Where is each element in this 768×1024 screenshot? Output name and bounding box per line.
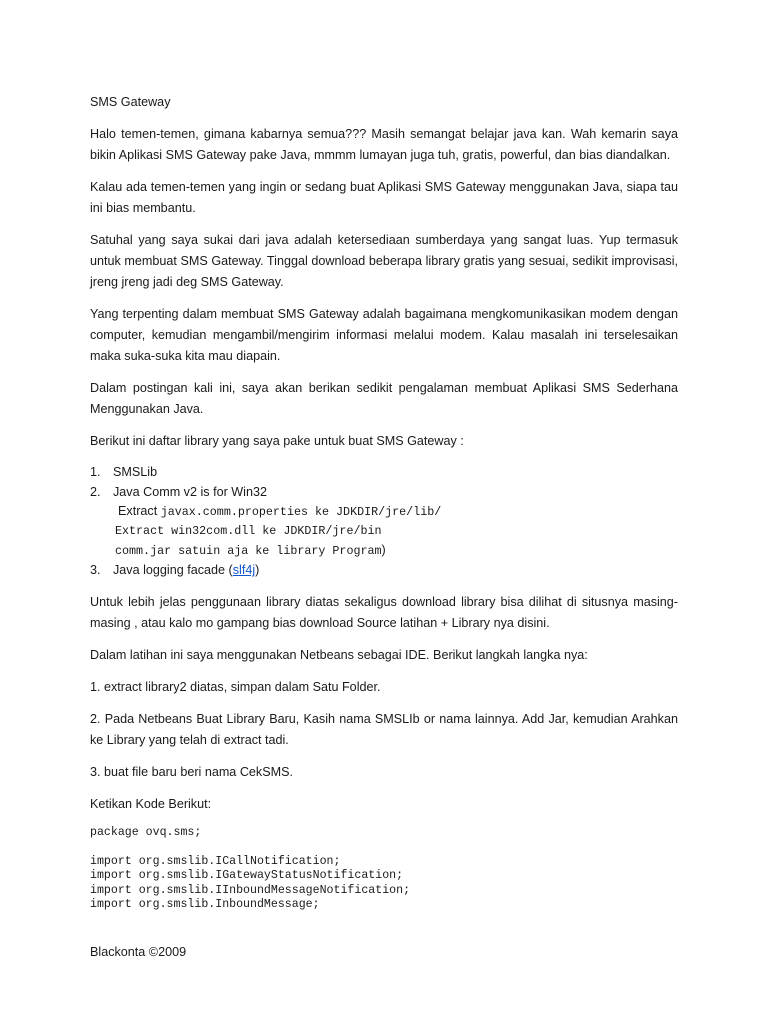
paragraph-download: Untuk lebih jelas penggunaan library diatas sekaligus download library bisa dilihat di situsnya masing-masing , atau kalo mo gampang bias download Source latihan + Library nya disini.	[90, 594, 678, 630]
code-package-line: package ovq.sms;	[90, 825, 202, 839]
list-item-text: )	[255, 563, 260, 577]
list-item	[90, 463, 678, 483]
paragraph-4: Yang terpenting dalam membuat SMS Gateway adalah bagaimana mengkomunikasikan modem dengan computer, kemudian mengambil/mengirim informasi melalui modem. Kalau masalah ini terselesaikan maka suka-suka kita mau diapain.	[90, 307, 678, 363]
list-item	[90, 561, 678, 581]
slf4j-link[interactable]: slf4j	[232, 563, 256, 577]
code-blank-line	[90, 840, 678, 855]
list-number: 2.	[90, 484, 101, 499]
library-list-intro: Berikut ini daftar library yang saya pake untuk buat SMS Gateway :	[90, 434, 464, 448]
install-step-prefix: Extract	[118, 504, 161, 518]
code-import-line: import org.smslib.ICallNotification;	[90, 854, 341, 868]
list-item-text: SMSLib	[113, 465, 158, 479]
install-step-suffix: )	[381, 543, 386, 557]
install-step-code: javax.comm.properties ke JDKDIR/jre/lib/	[160, 505, 442, 519]
paragraph-5: Dalam postingan kali ini, saya akan berikan sedikit pengalaman membuat Aplikasi SMS Sederhana Menggunakan Java.	[90, 381, 678, 416]
install-step-code: comm.jar satuin aja ke library Program	[115, 544, 382, 558]
code-import-line: import org.smslib.IGatewayStatusNotification;	[90, 869, 404, 882]
step-2: 2. Pada Netbeans Buat Library Baru, Kasih nama SMSLIb or nama lainnya. Add Jar, kemudian Arahkan ke Library yang telah di extract tadi.	[90, 711, 678, 747]
step-3: 3. buat file baru beri nama CekSMS.	[90, 764, 294, 779]
list-number: 1.	[90, 465, 101, 479]
list-number: 3.	[90, 563, 101, 577]
page-footer: Blackonta ©2009	[90, 945, 187, 959]
list-item-text: Java logging facade (	[113, 563, 233, 577]
step-1: 1. extract library2 diatas, simpan dalam Satu Folder.	[90, 679, 381, 694]
paragraph-2: Kalau ada temen-temen yang ingin or sedang buat Aplikasi SMS Gateway menggunakan Java, siapa tau ini bias membantu.	[90, 180, 678, 215]
install-step	[113, 541, 678, 561]
document-title: SMS Gateway	[90, 95, 171, 109]
intro-paragraph: Halo temen-temen, gimana kabarnya semua??? Masih semangat belajar java kan. Wah kemarin saya bikin Aplikasi SMS Gateway pake Java, mmmm lumayan juga tuh, gratis, powerful, dan bias diandalkan.	[90, 127, 678, 162]
list-item-text: Java Comm v2 is for Win32	[113, 484, 267, 499]
document-page	[90, 92, 678, 913]
paragraph-3: Satuhal yang saya sukai dari java adalah ketersediaan sumberdaya yang sangat luas. Yup termasuk untuk membuat SMS Gateway. Tinggal download beberapa library gratis yang sesuai, sedikit improvisasi, jreng jreng jadi deg SMS Gateway.	[90, 233, 678, 289]
code-intro: Ketikan Kode Berikut:	[90, 796, 212, 811]
install-step-code: Extract win32com.dll ke JDKDIR/jre/bin	[115, 524, 382, 538]
code-import-line: import org.smslib.InboundMessage;	[90, 898, 320, 911]
library-list	[90, 463, 678, 581]
list-item	[90, 483, 678, 562]
code-import-line: import org.smslib.IInboundMessageNotification;	[90, 883, 411, 897]
code-block	[90, 826, 678, 913]
paragraph-ide: Dalam latihan ini saya menggunakan Netbeans sebagai IDE. Berikut langkah langka nya:	[90, 647, 588, 662]
install-step	[113, 502, 678, 522]
